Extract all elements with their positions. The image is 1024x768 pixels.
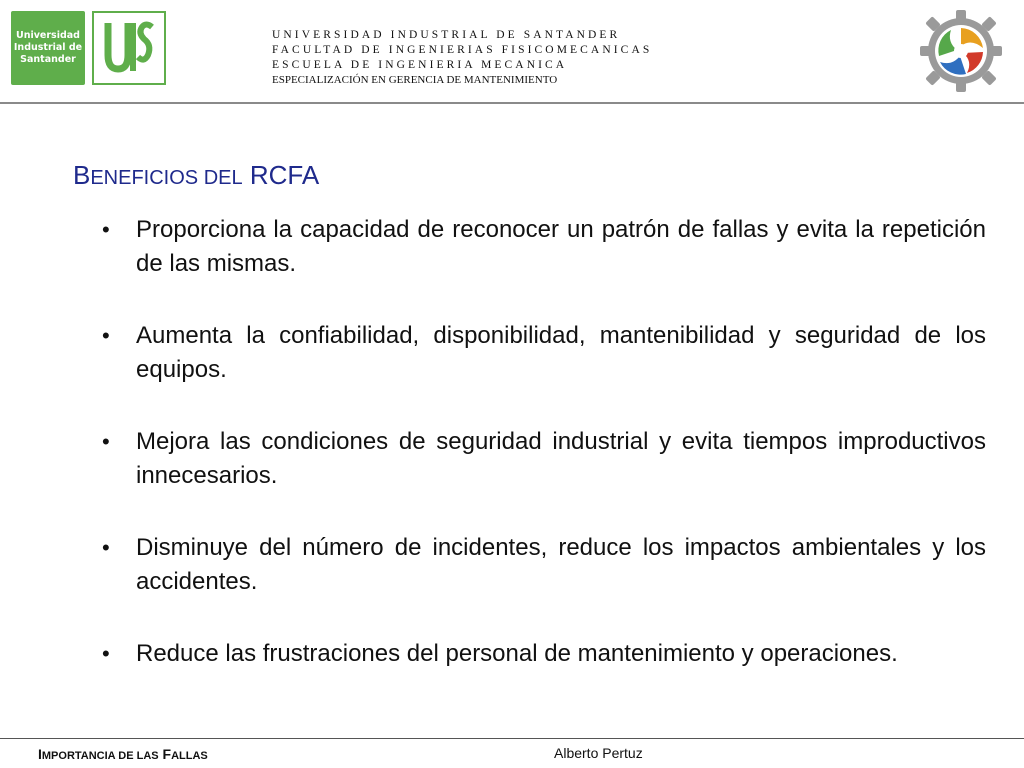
university-name: UNIVERSIDAD INDUSTRIAL DE SANTANDER [272, 29, 621, 41]
title-initial-b: B [73, 160, 91, 190]
bullet-glyph: • [102, 323, 110, 348]
list-item-text: Aumenta la confiabilidad, disponibilidad, mantenibilidad y seguridad de los equipos. [136, 322, 986, 383]
title-smallcaps-1: ENEFICIOS DEL [90, 167, 243, 189]
footer-topic [38, 746, 208, 762]
school-name: ESCUELA DE INGENIERIA MECANICA [272, 59, 568, 71]
list-item [100, 425, 986, 493]
footer-initial-i: I [38, 746, 42, 762]
gear-icon [918, 6, 1004, 96]
logo-line-3: Santander [20, 54, 76, 65]
list-item-text: Proporciona la capacidad de reconocer un patrón de fallas y evita la repetición de las mismas. [136, 216, 986, 277]
list-item-text: Reduce las frustraciones del personal de mantenimiento y operaciones. [136, 640, 898, 667]
bullet-glyph: • [102, 641, 110, 666]
list-item-text: Disminuye del número de incidentes, reduce los impactos ambientales y los accidentes. [136, 534, 986, 595]
benefits-list [100, 213, 986, 709]
uis-monogram-logo [92, 11, 166, 85]
logo-line-2: Industrial de [13, 42, 83, 53]
footer-initial-f: F [162, 746, 172, 762]
bullet-glyph: • [102, 429, 110, 454]
list-item [100, 319, 986, 387]
mechanical-school-logo [918, 6, 1004, 96]
uis-monogram-icon [94, 13, 164, 83]
logo-line-1: Universidad [16, 30, 80, 41]
list-item-text: Mejora las condiciones de seguridad industrial y evita tiempos improductivos innecesarios. [136, 428, 986, 489]
list-item [100, 213, 986, 281]
list-item [100, 531, 986, 599]
slide-title [73, 160, 319, 191]
institution-header [272, 28, 652, 87]
list-item [100, 637, 986, 671]
footer-smallcaps-1: MPORTANCIA DE LAS [41, 750, 159, 762]
header-divider [0, 102, 1024, 104]
faculty-name: FACULTAD DE INGENIERIAS FISICOMECANICAS [272, 44, 653, 56]
bullet-glyph: • [102, 535, 110, 560]
bullet-glyph: • [102, 217, 110, 242]
footer-author: Alberto Pertuz [554, 745, 643, 761]
title-acronym: RCFA [249, 160, 320, 190]
footer-smallcaps-2: ALLAS [171, 750, 208, 762]
program-name: ESPECIALIZACIÓN EN GERENCIA DE MANTENIMIENTO [272, 74, 558, 86]
university-logo-text [11, 11, 85, 85]
footer-divider [0, 738, 1024, 739]
